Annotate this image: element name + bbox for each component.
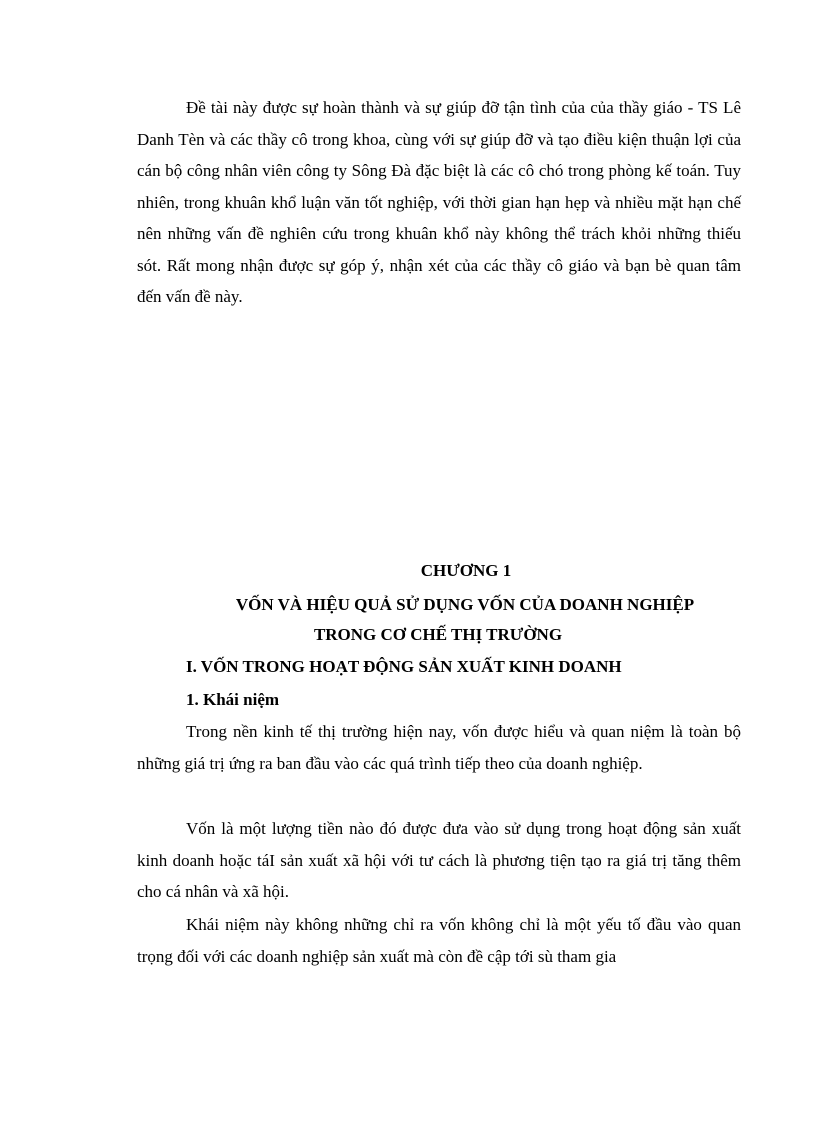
chapter-title-line2: TRONG CƠ CHẾ THỊ TRƯỜNG [313, 625, 563, 644]
subsection-heading: 1. Khái niệm [186, 690, 280, 709]
chapter-title-line1: VỐN VÀ HIỆU QUẢ SỬ DỤNG VỐN CỦA DOANH NGHIỆP [235, 595, 695, 614]
body-paragraph: Trong nền kinh tế thị trường hiện nay, vốn được hiểu và quan niệm là toàn bộ những giá trị ứng ra ban đầu vào các quá trình tiếp theo của doanh nghiệp. [137, 722, 741, 773]
body-paragraph: Vốn là một lượng tiền nào đó được đưa vào sử dụng trong hoạt động sản xuất kinh doanh hoặc táI sản xuất xã hội với tư cách là phương tiện tạo ra giá trị tăng thêm cho cá nhân và xã hội. [137, 819, 741, 901]
section-heading: I. VỐN TRONG HOẠT ĐỘNG SẢN XUẤT KINH DOANH [186, 657, 622, 676]
chapter-label: CHƯƠNG 1 [420, 561, 512, 580]
acknowledgement-paragraph: Đề tài này được sự hoàn thành và sự giúp đỡ tận tình của của thầy giáo - TS Lê Danh Tèn và các thầy cô trong khoa, cùng với sự giúp đỡ và tạo điều kiện thuận lợi của cán bộ công nhân viên công ty Sông Đà đặc biệt là các cô chó trong phòng kế toán. Tuy nhiên, trong khuân khổ luận văn tốt nghiệp, với thời gian hạn hẹp và nhiều mặt hạn chế nên những vấn đề nghiên cứu trong khuân khổ này không thể trách khỏi những thiếu sót. Rất mong nhận được sự góp ý, nhận xét của các thầy cô giáo và bạn bè quan tâm đến vấn đề này. [137, 98, 741, 306]
body-paragraph: Khái niệm này không những chỉ ra vốn không chỉ là một yếu tố đầu vào quan trọng đối với các doanh nghiệp sản xuất mà còn đề cập tới sù tham gia [137, 915, 741, 966]
